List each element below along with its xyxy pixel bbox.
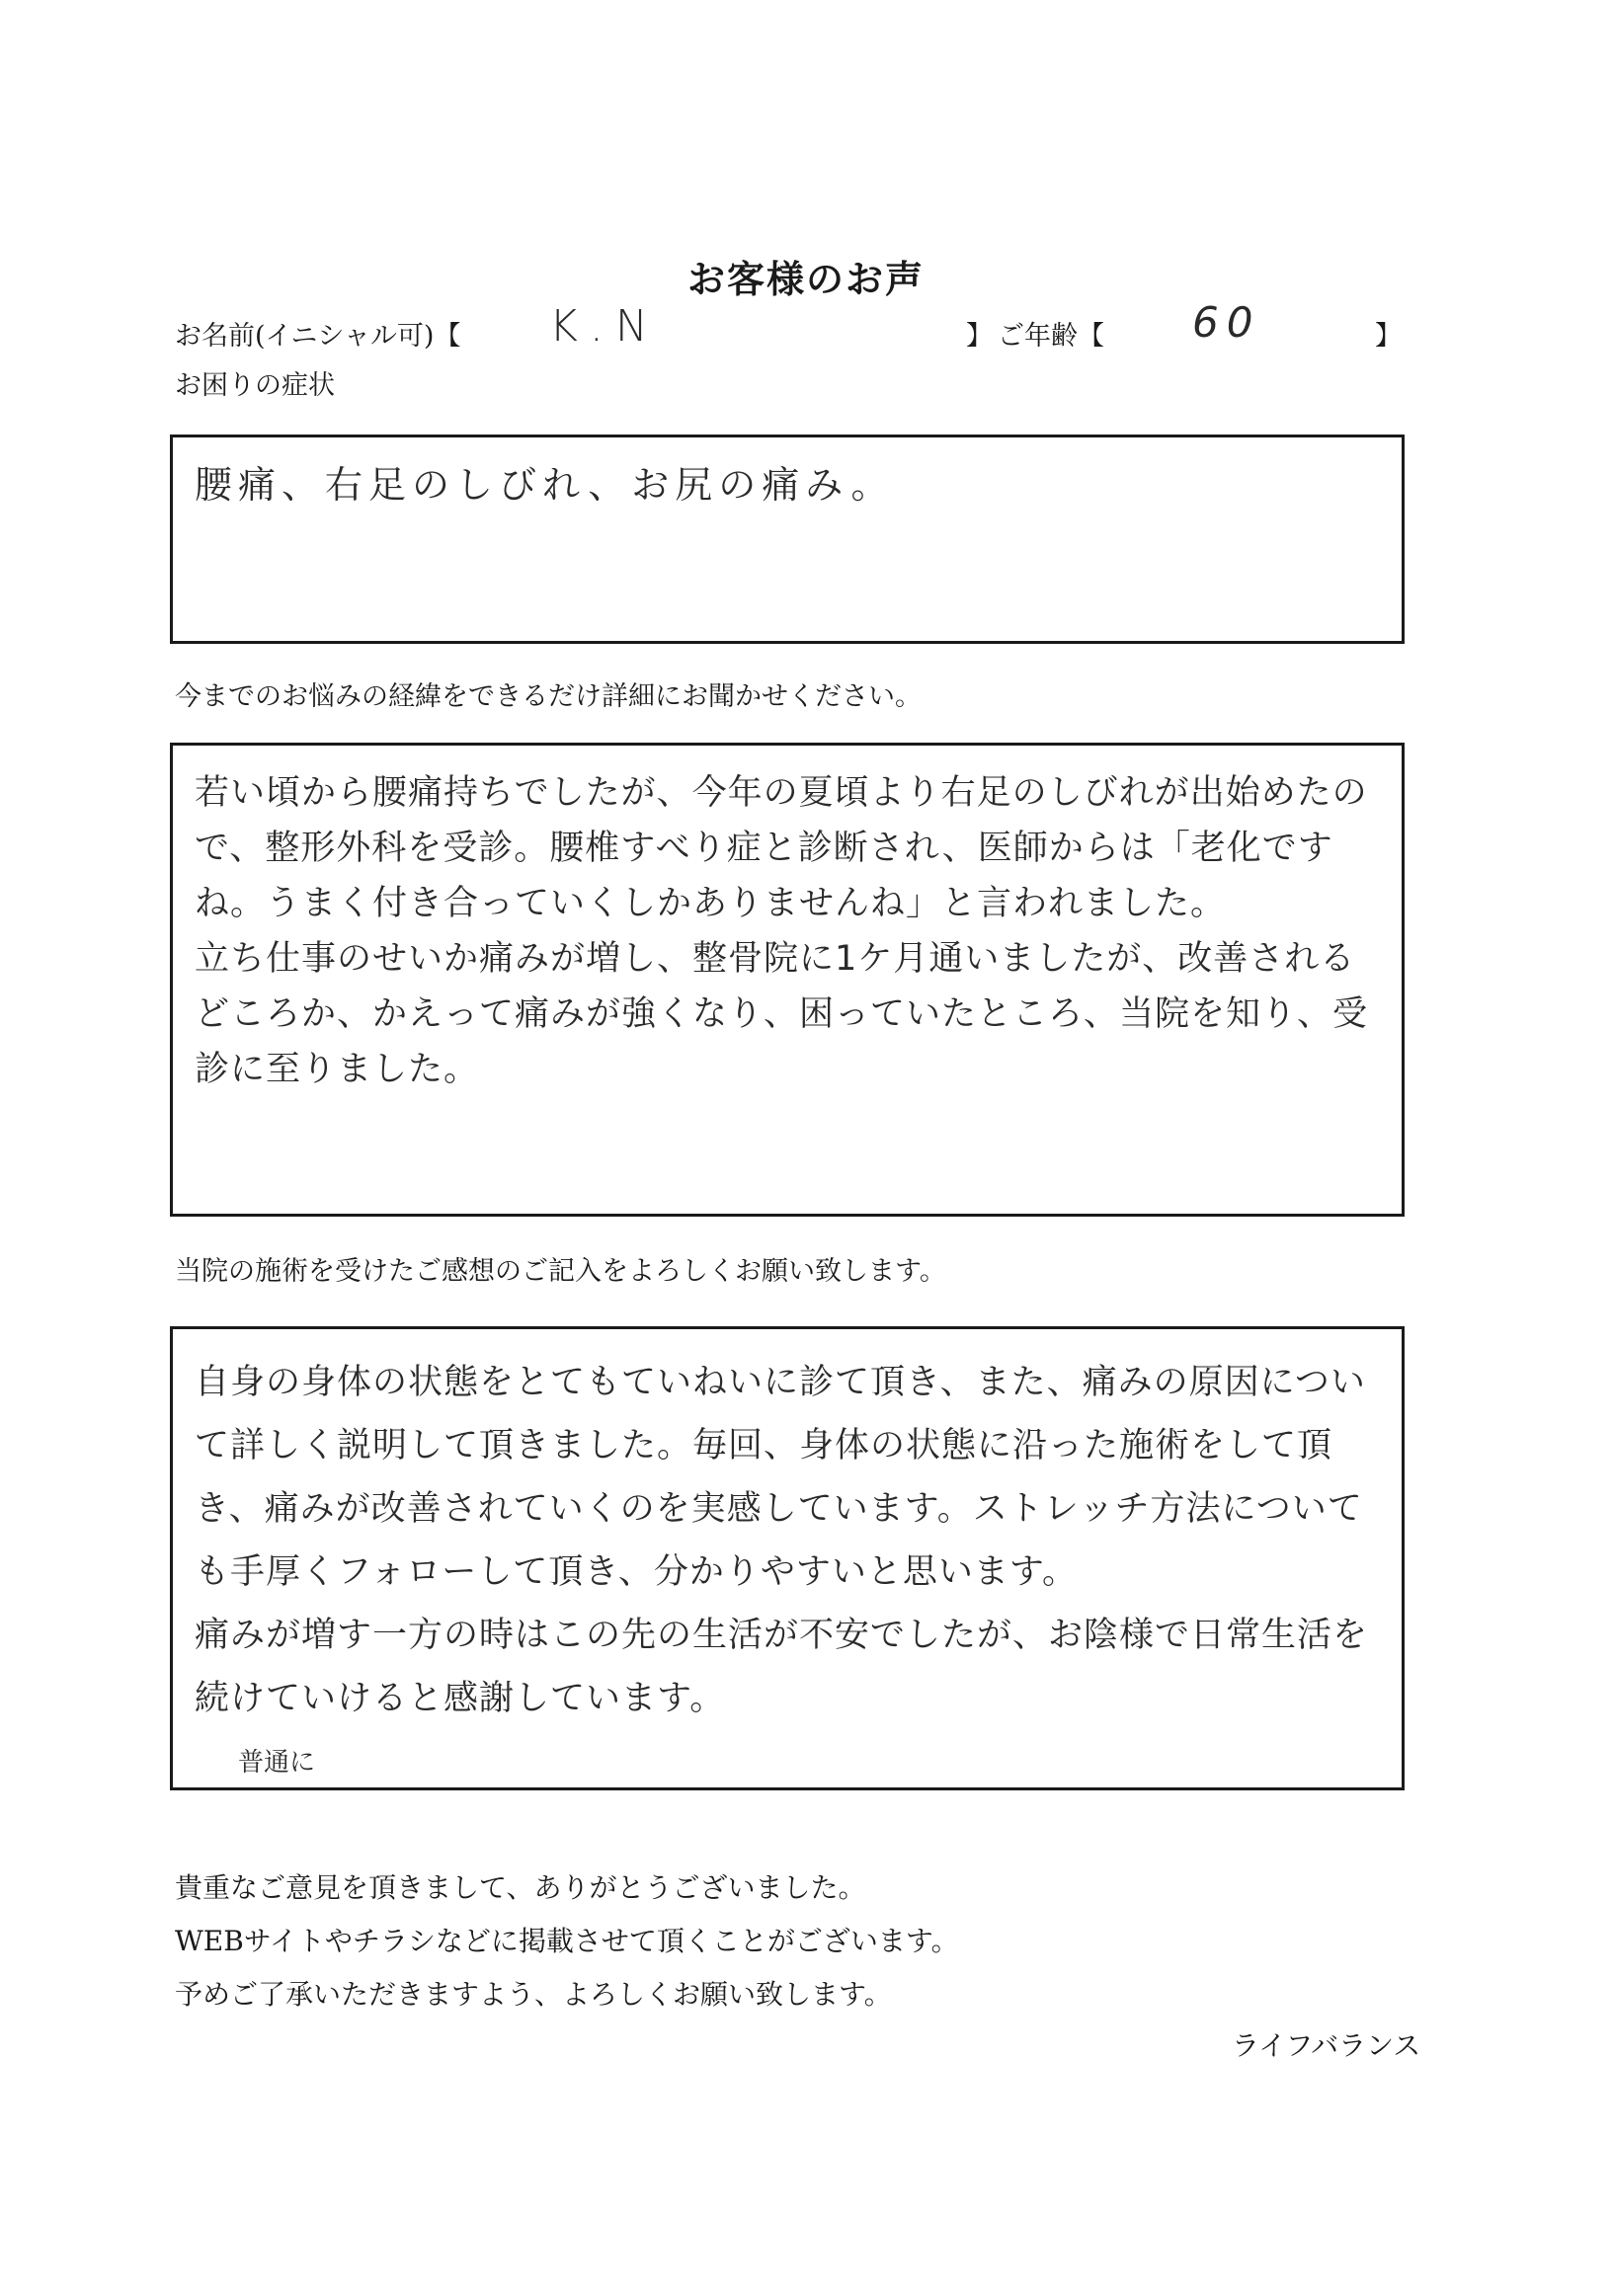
page-title: お客様のお声 <box>686 257 925 301</box>
name-label: お名前(イニシャル可)【 <box>175 321 461 352</box>
handwritten-insertion: 普通に <box>238 1748 316 1778</box>
age-label: ご年齢【 <box>998 321 1104 352</box>
impressions-answer: 自身の身体の状態をとてもていねいに診て頂き、また、痛みの原因について詳しく説明して頂きました。毎回、身体の状態に沿った施術をして頂き、痛みが改善されていくのを実感しています。ストレッチ方法についても手厚くフォローして頂き、分かりやすいと思います。 痛みが増す一方の時はこの先の生活が不安でしたが、お陰様で日常生活を続けていけると感謝しています。 <box>195 1363 1369 1718</box>
name-value: K.N <box>549 301 660 352</box>
history-answer: 若い頃から腰痛持ちでしたが、今年の夏頃より右足のしびれが出始めたので、整形外科を受診。腰椎すべり症と診断され、医師からは「老化ですね。うまく付き合っていくしかありませんね」と言われました。 立ち仕事のせいか痛みが増し、整骨院に1ケ月通いましたが、改善されるどころか、かえって痛みが強くなり、困っていたところ、当院を知り、受診に至りました。 <box>195 773 1369 1089</box>
symptoms-box <box>170 435 1405 644</box>
age-value: 60 <box>1192 298 1261 347</box>
symptoms-answer: 腰痛、右足のしびれ、お尻の痛み。 <box>195 463 895 507</box>
company-name: ライフバランス <box>1232 2029 1421 2062</box>
symptoms-label: お困りの症状 <box>175 370 335 401</box>
impressions-label: 当院の施術を受けたご感想のご記入をよろしくお願い致します。 <box>175 1256 946 1287</box>
name-close-bracket: 】 <box>966 321 993 352</box>
footer-line-publication: WEBサイトやチラシなどに掲載させて頂くことがございます。 <box>175 1925 959 1957</box>
impressions-box <box>170 1326 1405 1790</box>
age-close-bracket: 】 <box>1375 321 1402 352</box>
footer-line-request: 予めご了承いただきますよう、よろしくお願い致します。 <box>175 1978 892 2011</box>
history-box <box>170 743 1405 1217</box>
footer-line-thanks: 貴重なご意見を頂きまして、ありがとうございました。 <box>175 1871 866 1904</box>
history-label: 今までのお悩みの経緯をできるだけ詳細にお聞かせください。 <box>175 681 922 712</box>
